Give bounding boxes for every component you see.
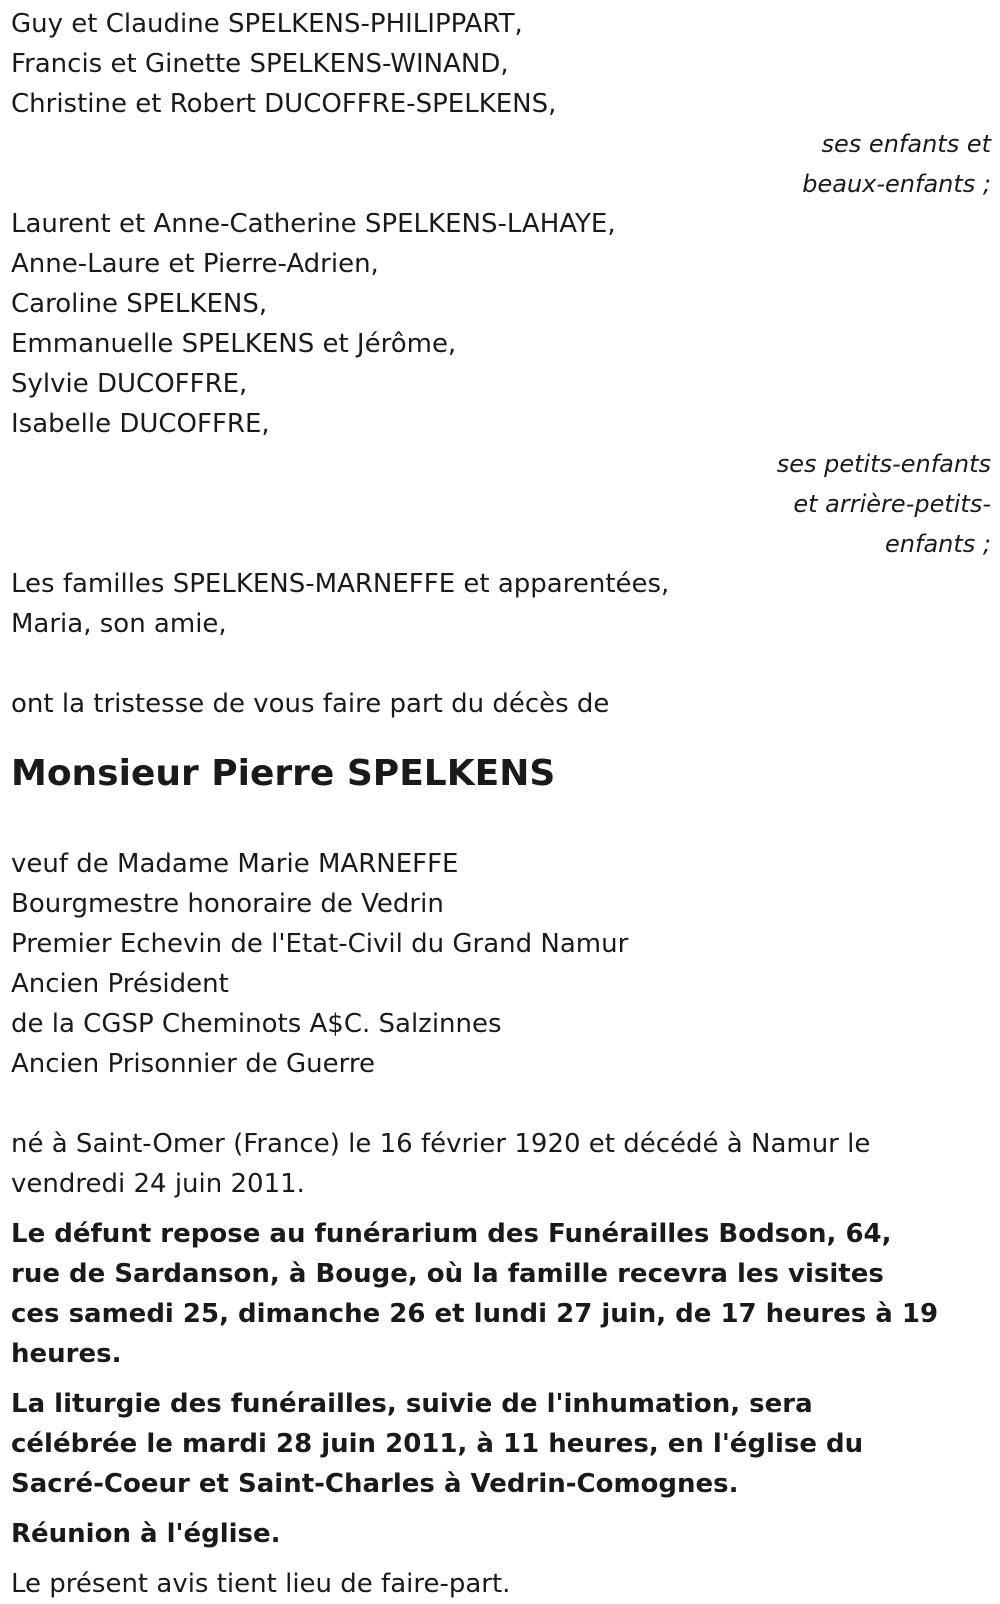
title-line: de la CGSP Cheminots A$C. Salzinnes	[11, 1009, 502, 1039]
notice-paragraph: Le présent avis tient lieu de faire-part.	[11, 1569, 511, 1599]
family-line: Francis et Ginette SPELKENS-WINAND,	[11, 49, 509, 79]
children-list	[11, 4, 991, 124]
obituary-notice	[11, 4, 991, 1604]
role-line: ses petits-enfants	[776, 450, 991, 478]
family-line: Sylvie DUCOFFRE,	[11, 369, 248, 399]
spacer	[11, 644, 991, 684]
title-line: Premier Echevin de l'Etat-Civil du Grand Namur	[11, 929, 629, 959]
role-line: enfants ;	[885, 530, 991, 558]
family-line: Isabelle DUCOFFRE,	[11, 409, 270, 439]
announcement-text: ont la tristesse de vous faire part du décès de	[11, 689, 610, 719]
spacer	[11, 1084, 991, 1124]
title-line: Bourgmestre honoraire de Vedrin	[11, 889, 444, 919]
deceased-name: Monsieur Pierre SPELKENS	[11, 753, 556, 794]
children-role	[11, 124, 991, 204]
role-line: et arrière-petits-	[793, 490, 991, 518]
role-line: beaux-enfants ;	[802, 170, 991, 198]
visitation-paragraph: Le défunt repose au funérarium des Funérailles Bodson, 64, rue de Sardanson, à Bouge, où la famille recevra les visites ces samedi 25, dimanche 26 et lundi 27 juin, de 17 heures à 19 heures.	[11, 1219, 939, 1369]
family-line: Anne-Laure et Pierre-Adrien,	[11, 249, 379, 279]
title-line: veuf de Madame Marie MARNEFFE	[11, 849, 459, 879]
meeting-paragraph: Réunion à l'église.	[11, 1519, 281, 1549]
grandchildren-list	[11, 204, 991, 444]
title-line: Ancien Prisonnier de Guerre	[11, 1049, 375, 1079]
family-line: Laurent et Anne-Catherine SPELKENS-LAHAYE,	[11, 209, 616, 239]
role-line: ses enfants et	[821, 130, 991, 158]
birth-death-paragraph: né à Saint-Omer (France) le 16 février 1920 et décédé à Namur le vendredi 24 juin 2011.	[11, 1129, 871, 1199]
family-line: Guy et Claudine SPELKENS-PHILIPPART,	[11, 9, 523, 39]
funeral-paragraph: La liturgie des funérailles, suivie de l'inhumation, sera célébrée le mardi 28 juin 2011, à 11 heures, en l'église du Sacré-Coeur et Saint-Charles à Vedrin-Comognes.	[11, 1389, 864, 1499]
title-line: Ancien Président	[11, 969, 229, 999]
grandchildren-role	[11, 444, 991, 564]
family-line: Emmanuelle SPELKENS et Jérôme,	[11, 329, 457, 359]
family-line: Caroline SPELKENS,	[11, 289, 268, 319]
family-line: Christine et Robert DUCOFFRE-SPELKENS,	[11, 89, 557, 119]
family-line: Maria, son amie,	[11, 609, 227, 639]
others-list	[11, 564, 991, 644]
family-line: Les familles SPELKENS-MARNEFFE et apparentées,	[11, 569, 670, 599]
titles-list	[11, 844, 991, 1084]
